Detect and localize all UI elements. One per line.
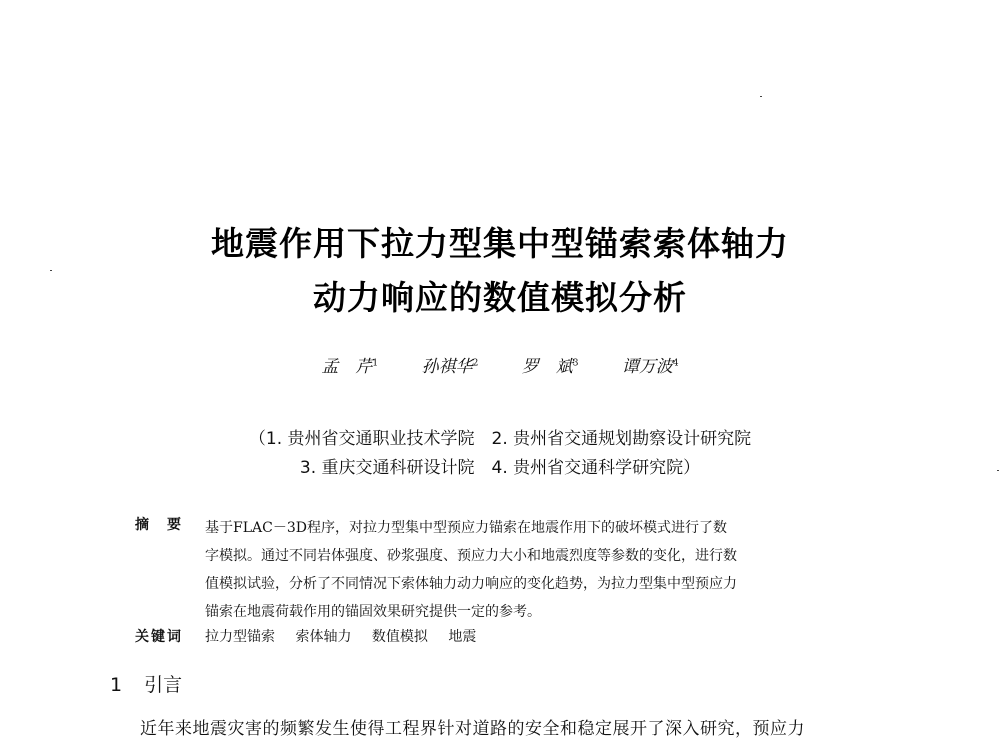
section-number: 1 bbox=[110, 674, 123, 696]
abstract-line: 字模拟。通过不同岩体强度、砂浆强度、预应力大小和地震烈度等参数的变化，进行数 bbox=[205, 548, 737, 564]
keyword: 索体轴力 bbox=[295, 629, 352, 645]
scan-speck bbox=[50, 270, 52, 271]
section-title: 引言 bbox=[144, 674, 183, 696]
paper-title-line-1: 地震作用下拉力型集中型锚索索体轴力 bbox=[211, 224, 789, 263]
keywords-list bbox=[205, 626, 492, 646]
abstract-line: 基于FLAC－3D程序，对拉力型集中型预应力锚索在地震作用下的破坏模式进行了数 bbox=[205, 520, 727, 536]
author: 孙祺华$^2$ bbox=[421, 357, 479, 377]
keywords-label: 关键词 bbox=[135, 629, 183, 645]
author: 谭万波$^4$ bbox=[621, 357, 679, 377]
section-heading bbox=[110, 670, 182, 697]
scan-speck bbox=[760, 96, 762, 97]
keyword: 地震 bbox=[448, 629, 477, 645]
author: 罗 斌$^3$ bbox=[521, 357, 579, 377]
keyword: 数值模拟 bbox=[371, 629, 428, 645]
affiliation-line-1: （1. 贵州省交通职业技术学院 2. 贵州省交通规划勘察设计研究院 bbox=[248, 429, 752, 449]
author-list bbox=[0, 352, 1000, 377]
abstract-body bbox=[205, 514, 865, 626]
paper-title-line-2: 动力响应的数值模拟分析 bbox=[313, 278, 687, 317]
keyword: 拉力型锚索 bbox=[205, 629, 275, 645]
affiliation-line-2: 3. 重庆交通科研设计院 4. 贵州省交通科学研究院） bbox=[299, 458, 701, 478]
abstract-line: 值模拟试验，分析了不同情况下索体轴力动力响应的变化趋势，为拉力型集中型预应力 bbox=[205, 576, 737, 592]
body-paragraph: 近年来地震灾害的频繁发生使得工程界针对道路的安全和稳定展开了深入研究，预应力 bbox=[140, 719, 805, 739]
abstract-line: 锚索在地震荷载作用的锚固效果研究提供一定的参考。 bbox=[205, 604, 541, 620]
author: 孟 芹$^1$ bbox=[321, 357, 379, 377]
abstract-label: 摘 要 bbox=[135, 517, 183, 533]
